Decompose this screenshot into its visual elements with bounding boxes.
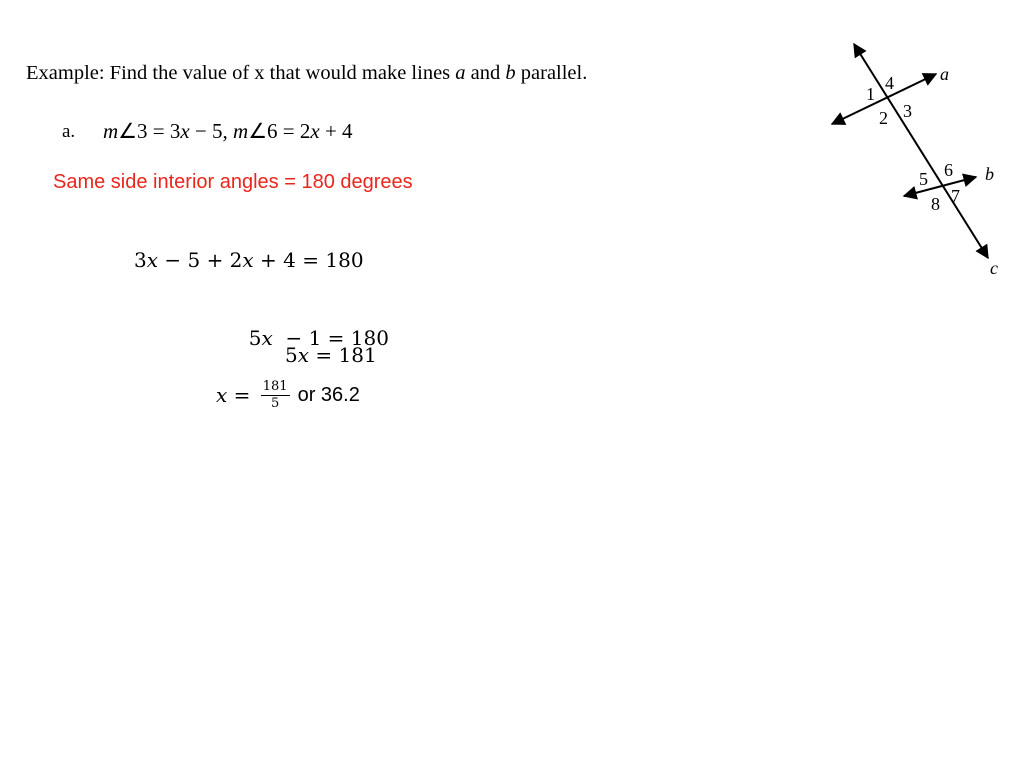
given-angle-3: ∠3 [118, 119, 148, 143]
prompt-prefix: Example: Find the value of x that would make lines [26, 62, 456, 84]
eq2-coef: 5 [248, 326, 262, 350]
eq4-equals: = [227, 383, 257, 408]
equation-step-4 [216, 380, 360, 410]
label-line-b: b [985, 164, 994, 184]
equation-step-3 [285, 343, 377, 367]
fraction-denominator: 5 [271, 395, 280, 411]
eq2-var: x [261, 326, 273, 350]
eq3-tail: = 181 [309, 343, 377, 367]
equation-step-1 [134, 248, 364, 272]
angle-label-1: 1 [866, 84, 875, 104]
eq1-var-1: x [146, 248, 159, 272]
label-line-c: c [990, 258, 998, 278]
parallel-lines-transversal-diagram [820, 36, 1020, 286]
given-m-1: m [103, 119, 119, 143]
eq3-var: x [297, 343, 310, 367]
transversal-c [854, 44, 988, 258]
eq3-coef: 5 [285, 343, 298, 367]
example-prompt [26, 62, 587, 85]
angle-label-2: 2 [879, 108, 888, 128]
given-x-2: x [310, 119, 320, 143]
line-b-name: b [505, 62, 516, 84]
part-label: a. [62, 121, 76, 142]
given-angle-6: ∠6 [248, 119, 278, 143]
given-x-1: x [180, 119, 190, 143]
eq1-coef-1: 3 [134, 248, 147, 272]
eq4-var: x [216, 383, 228, 408]
given-angle-measures [103, 119, 353, 144]
angle-label-5: 5 [919, 169, 928, 189]
eq1-mid: − 5 + 2 [158, 248, 243, 272]
fraction [261, 380, 290, 410]
angle-label-3: 3 [903, 101, 912, 121]
given-eq-3: = 3 [147, 119, 181, 143]
eq1-tail: + 4 = 180 [253, 248, 364, 272]
eq1-var-2: x [242, 248, 254, 272]
eq4-decimal-result: or 36.2 [297, 383, 360, 406]
line-a-name: a [455, 62, 466, 84]
angle-label-8: 8 [931, 194, 940, 214]
prompt-and: and [465, 62, 506, 84]
given-tail-6: + 4 [319, 119, 353, 143]
given-tail-3: − 5, [189, 119, 234, 143]
label-line-a: a [940, 64, 949, 84]
given-m-2: m [233, 119, 249, 143]
same-side-interior-note: Same side interior angles = 180 degrees [53, 171, 413, 193]
angle-label-7: 7 [951, 186, 960, 206]
angle-label-4: 4 [885, 73, 894, 93]
given-eq-6: = 2 [277, 119, 311, 143]
eq2-tail: − 1 = 180 [272, 326, 389, 350]
fraction-numerator: 181 [262, 379, 288, 394]
angle-label-6: 6 [944, 160, 953, 180]
prompt-suffix: parallel. [515, 62, 588, 84]
